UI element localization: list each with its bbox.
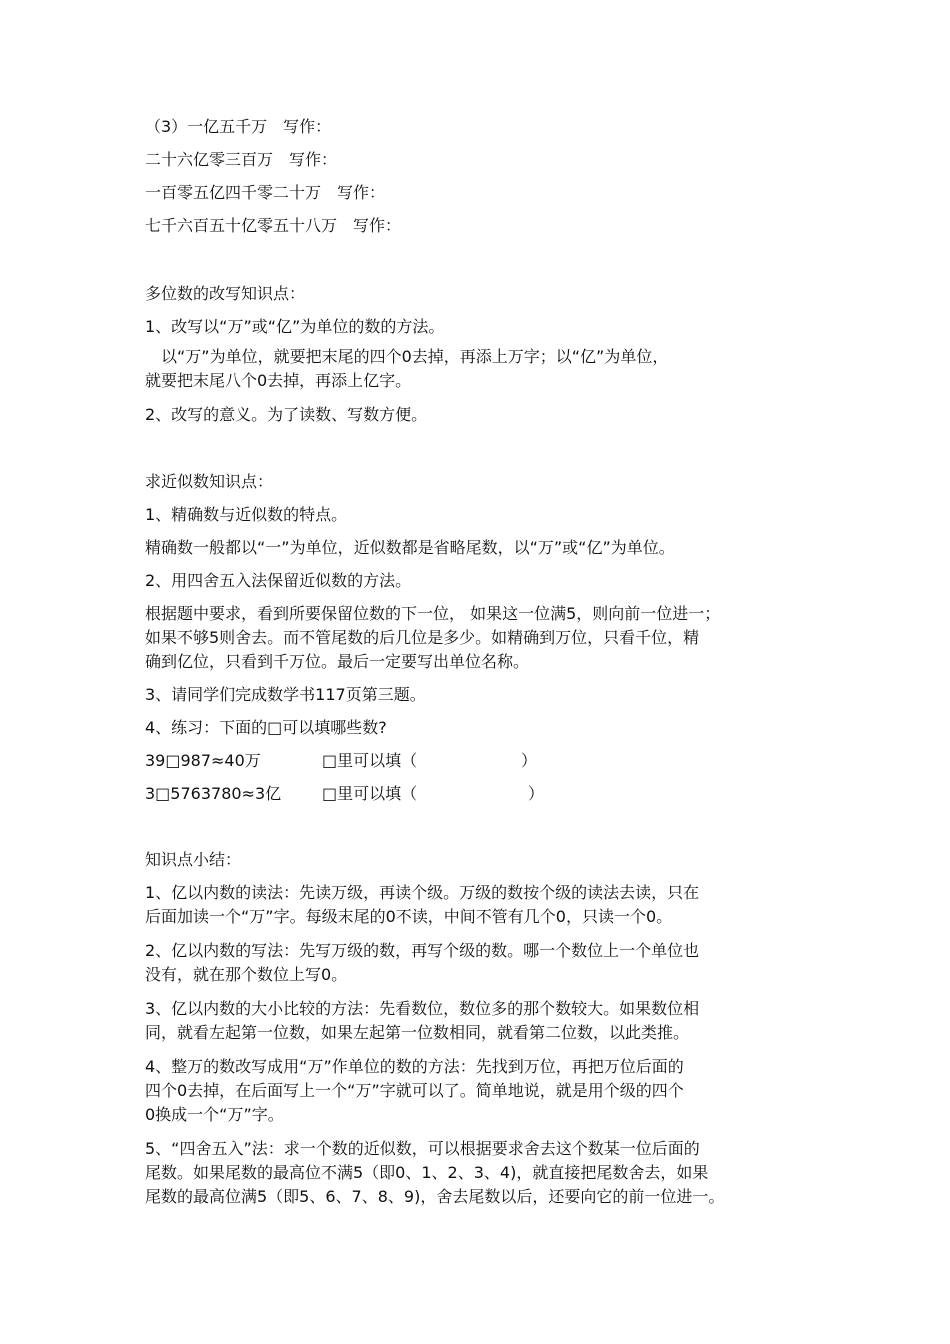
exercise-2-expression: 3□5763780≈3亿 xyxy=(145,784,282,803)
approx-explanation-2-line-2: 如果不够5则舍去。而不管尾数的后几位是多少。如精确到万位，只看千位，精 xyxy=(145,628,700,647)
exercise-1-close-paren: ） xyxy=(521,751,538,770)
rewrite-point-1: 1、改写以“万”或“亿”为单位的数的方法。 xyxy=(145,317,445,336)
approx-explanation-2-line-1: 根据题中要求，看到所要保留位数的下一位， 如果这一位满5，则向前一位进一； xyxy=(145,604,721,623)
writing-item-4: 七千六百五十亿零五十八万 写作： xyxy=(145,216,402,235)
exercise-1-prompt: □里可以填（ xyxy=(322,751,418,770)
summary-5-line-3: 尾数的最高位满5（即5、6、7、8、9)，舍去尾数以后，还要向它的前一位进一。 xyxy=(145,1187,725,1206)
rewrite-explanation-line-2: 就要把末尾八个0去掉，再添上亿字。 xyxy=(145,371,412,390)
approx-point-3: 3、请同学们完成数学书117页第三题。 xyxy=(145,685,426,704)
approx-point-1: 1、精确数与近似数的特点。 xyxy=(145,505,348,524)
summary-5-line-2: 尾数。如果尾数的最高位不满5（即0、1、2、3、4)，就直接把尾数舍去，如果 xyxy=(145,1163,709,1182)
rewrite-explanation-line-1: 以“万”为单位，就要把末尾的四个0去掉，再添上万字；以“亿”为单位， xyxy=(161,347,669,366)
exercise-1-expression: 39□987≈40万 xyxy=(145,751,261,770)
approx-heading: 求近似数知识点： xyxy=(145,472,274,491)
exercise-2-close-paren: ） xyxy=(528,784,545,803)
writing-item-3: 一百零五亿四千零二十万 写作： xyxy=(145,183,386,202)
summary-2-line-2: 没有，就在那个数位上写0。 xyxy=(145,965,348,984)
summary-4-line-2: 四个0去掉，在后面写上一个“万”字就可以了。简单地说，就是用个级的四个 xyxy=(145,1081,684,1100)
exercise-2-prompt: □里可以填（ xyxy=(322,784,418,803)
summary-3-line-1: 3、亿以内数的大小比较的方法：先看数位，数位多的那个数较大。如果数位相 xyxy=(145,999,700,1018)
summary-2-line-1: 2、亿以内数的写法：先写万级的数，再写个级的数。哪一个数位上一个单位也 xyxy=(145,941,700,960)
summary-5-line-1: 5、“四舍五入”法：求一个数的近似数，可以根据要求舍去这个数某一位后面的 xyxy=(145,1139,700,1158)
approx-explanation-2-line-3: 确到亿位，只看到千万位。最后一定要写出单位名称。 xyxy=(145,652,530,671)
summary-1-line-2: 后面加读一个“万”字。每级末尾的0不读，中间不管有几个0，只读一个0。 xyxy=(145,907,673,926)
summary-1-line-1: 1、亿以内数的读法：先读万级，再读个级。万级的数按个级的读法去读，只在 xyxy=(145,883,700,902)
approx-point-2: 2、用四舍五入法保留近似数的方法。 xyxy=(145,571,412,590)
approx-point-4: 4、练习：下面的□可以填哪些数? xyxy=(145,718,387,737)
summary-3-line-2: 同，就看左起第一位数，如果左起第一位数相同，就看第二位数，以此类推。 xyxy=(145,1023,690,1042)
summary-4-line-1: 4、整万的数改写成用“万”作单位的数的方法：先找到万位，再把万位后面的 xyxy=(145,1057,684,1076)
summary-4-line-3: 0换成一个“万”字。 xyxy=(145,1105,284,1124)
rewrite-point-2: 2、改写的意义。为了读数、写数方便。 xyxy=(145,405,428,424)
rewrite-heading: 多位数的改写知识点： xyxy=(145,284,306,303)
writing-item-1: （3）一亿五千万 写作： xyxy=(145,117,332,136)
summary-heading: 知识点小结： xyxy=(145,850,242,869)
approx-explanation-1: 精确数一般都以“一”为单位，近似数都是省略尾数，以“万”或“亿”为单位。 xyxy=(145,538,675,557)
writing-item-2: 二十六亿零三百万 写作： xyxy=(145,150,338,169)
